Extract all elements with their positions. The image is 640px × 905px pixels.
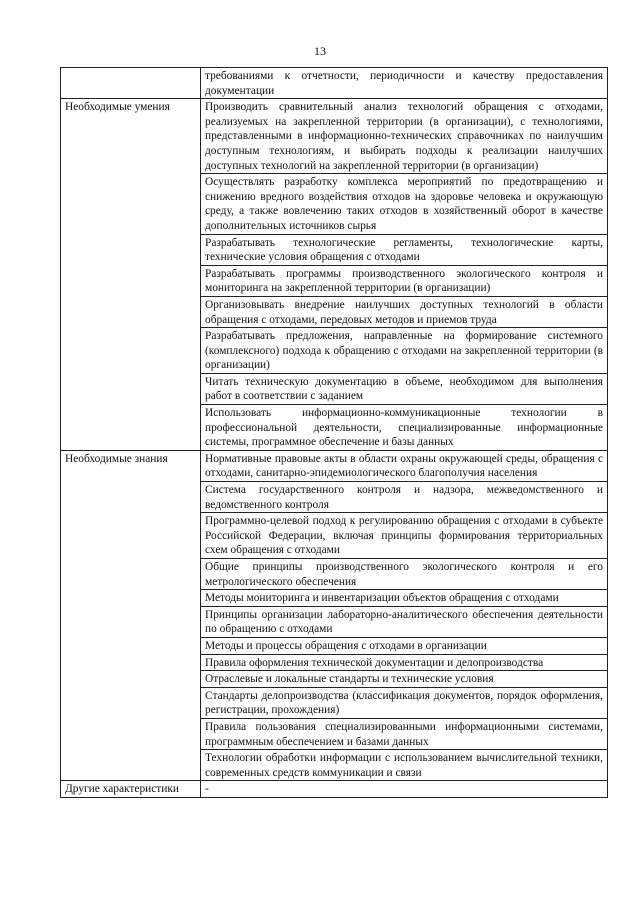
other-characteristics-label: Другие характеристики: [61, 781, 201, 798]
table-row: [61, 68, 608, 99]
skills-item: Осуществлять разработку комплекса мероприятий по предотвращению и снижению вредного воздействия отходов на здоровье человека и окружающую среду, а также вовлечению таких отходов в хозяйственный оборот в качестве дополнительных источников сырья: [201, 174, 608, 234]
knowledge-item: Стандарты делопроизводства (классификация документов, порядок оформления, регистрации, прохождения): [201, 687, 608, 718]
knowledge-item: Правила оформления технической документации и делопроизводства: [201, 654, 608, 671]
knowledge-item: Правила пользования специализированными информационными системами, программным обеспечением и базами данных: [201, 718, 608, 749]
continuation-cell: требованиями к отчетности, периодичности и качеству предоставления документации: [201, 68, 608, 99]
knowledge-item: Система государственного контроля и надзора, межведомственного и ведомственного контроля: [201, 482, 608, 513]
knowledge-item: Методы и процессы обращения с отходами в организации: [201, 637, 608, 654]
knowledge-item: Программно-целевой подход к регулированию обращения с отходами в субъекте Российской Федерации, включая принципы формирования территориальных схем обращения с отходами: [201, 513, 608, 559]
skills-item: Организовывать внедрение наилучших доступных технологий в области обращения с отходами, передовых методов и приемов труда: [201, 296, 608, 327]
table-row: [61, 450, 608, 481]
knowledge-item: Технологии обработки информации с использованием вычислительной техники, современных средств коммуникации и связи: [201, 750, 608, 781]
knowledge-item: Отраслевые и локальные стандарты и технические условия: [201, 671, 608, 688]
skills-item: Разрабатывать программы производственного экологического контроля и мониторинга на закрепленной территории (в организации): [201, 265, 608, 296]
knowledge-item: Принципы организации лабораторно-аналитического обеспечения деятельности по обращению с отходами: [201, 606, 608, 637]
skills-label: Необходимые умения: [61, 99, 201, 451]
requirements-table-body: [61, 68, 608, 798]
skills-item: Разрабатывать предложения, направленные на формирование системного (комплексного) подхода к обращению с отходами на закрепленной территории (в организации): [201, 328, 608, 374]
knowledge-item: Общие принципы производственного экологического контроля и его метрологического обеспечения: [201, 559, 608, 590]
page-number: 13: [314, 44, 326, 58]
skills-item: Производить сравнительный анализ технологий обращения с отходами, реализуемых на закрепленной территории (в организации), с технологиями, представленными в информационно-технических справочниках по наилучшим доступным технологиям, и выбирать подходы к реализации наилучших доступных технологий на закрепленной территории (в организации): [201, 99, 608, 174]
requirements-table: [60, 67, 608, 798]
table-row: [61, 781, 608, 798]
skills-item: Использовать информационно-коммуникационные технологии в профессиональной деятельности, специализированные информационные системы, программное обеспечение и базы данных: [201, 405, 608, 451]
skills-item: Читать техническую документацию в объеме, необходимом для выполнения работ в соответствии с заданием: [201, 373, 608, 404]
other-characteristics-value: -: [201, 781, 608, 798]
knowledge-item: Методы мониторинга и инвентаризации объектов обращения с отходами: [201, 590, 608, 607]
empty-label-cell: [61, 68, 201, 99]
skills-item: Разрабатывать технологические регламенты, технологические карты, технические условия обращения с отходами: [201, 234, 608, 265]
table-row: [61, 99, 608, 174]
knowledge-label: Необходимые знания: [61, 450, 201, 780]
knowledge-item: Нормативные правовые акты в области охраны окружающей среды, обращения с отходами, санитарно-эпидемиологического благополучия населения: [201, 450, 608, 481]
